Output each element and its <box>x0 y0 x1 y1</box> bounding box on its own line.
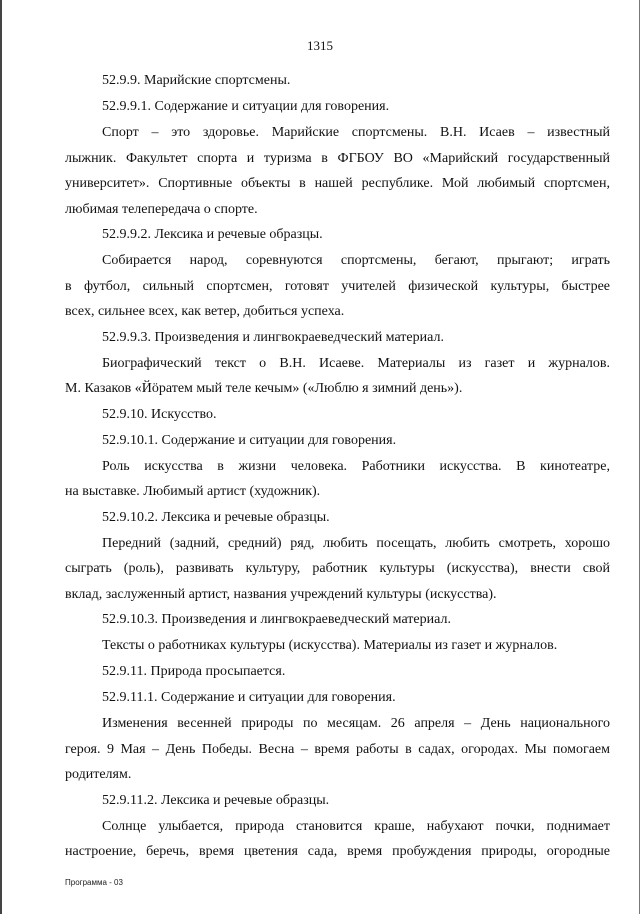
scan-edge-left <box>0 0 2 914</box>
paragraph-line: сыграть (роль), развивать культуру, работник культуры (искусства), внести свой <box>65 561 610 576</box>
paragraph-line: любимая телепередача о спорте. <box>65 201 258 217</box>
paragraph-line: Спорт – это здоровье. Марийские спортсмены. В.Н. Исаев – известный <box>102 125 610 140</box>
paragraph-line: всех, сильнее всех, как ветер, добиться успеха. <box>65 304 345 319</box>
body-paragraph <box>65 454 610 505</box>
section-heading: 52.9.9. Марийские спортсмены. <box>102 73 291 88</box>
paragraph-line: героя. 9 Мая – День Победы. Весна – время работы в садах, огородах. Мы помогаем <box>65 741 610 757</box>
paragraph-line: М. Казаков «Йӧратем мый теле кечым» («Люблю я зимний день»). <box>65 381 463 396</box>
body-paragraph <box>65 351 610 402</box>
paragraph-line: на выставке. Любимый артист (художник). <box>65 484 321 499</box>
paragraph-line: Роль искусства в жизни человека. Работники искусства. В кинотеатре, <box>102 458 610 474</box>
section-heading: 52.9.10.3. Произведения и лингвокраеведческий материал. <box>102 612 451 627</box>
paragraph-line: лыжник. Факультет спорта и туризма в ФГБОУ ВО «Марийский государственный <box>65 150 610 166</box>
paragraph-line: Передний (задний, средний) ряд, любить посещать, любить смотреть, хорошо <box>102 535 610 551</box>
body-paragraph <box>65 814 610 865</box>
section-heading: 52.9.9.3. Произведения и лингвокраеведческий материал. <box>102 329 444 345</box>
paragraph-line: Биографический текст о В.Н. Исаеве. Материалы из газет и журналов. <box>102 355 610 371</box>
body-paragraph <box>65 531 610 608</box>
paragraph-line: в футбол, сильный спортсмен, готовят учителей физической культуры, быстрее <box>65 278 610 294</box>
section-heading: 52.9.11. Природа просыпается. <box>102 664 286 679</box>
paragraph-line: родителям. <box>65 767 132 782</box>
section-heading: 52.9.10.2. Лексика и речевые образцы. <box>102 509 330 525</box>
section-heading: Тексты о работниках культуры (искусства). Материалы из газет и журналов. <box>102 638 558 653</box>
section-heading: 52.9.11.1. Содержание и ситуации для говорения. <box>102 690 396 705</box>
paragraph-line: университет». Спортивные объекты в нашей республике. Мой любимый спортсмен, <box>65 176 610 191</box>
section-heading: 52.9.11.2. Лексика и речевые образцы. <box>102 792 330 808</box>
paragraph-line: настроение, беречь, время цветения сада, время пробуждения природы, огородные <box>65 844 610 859</box>
body-paragraph <box>65 248 610 325</box>
paragraph-line: Собирается народ, соревнуются спортсмены, бегают, прыгают; играть <box>102 253 610 268</box>
section-heading: 52.9.10. Искусство. <box>102 406 217 422</box>
page-footer: Программа - 03 <box>65 878 123 887</box>
section-heading: 52.9.10.1. Содержание и ситуации для говорения. <box>102 432 397 448</box>
paragraph-line: вклад, заслуженный артист, названия учреждений культуры (искусства). <box>65 586 497 602</box>
section-heading: 52.9.9.1. Содержание и ситуации для говорения. <box>102 99 390 114</box>
document-body <box>65 68 610 865</box>
paragraph-line: Солнце улыбается, природа становится краше, набухают почки, поднимает <box>102 818 610 834</box>
section-heading: 52.9.9.2. Лексика и речевые образцы. <box>102 227 323 242</box>
body-paragraph <box>65 711 610 788</box>
paragraph-line: Изменения весенней природы по месяцам. 26 апреля – День национального <box>102 716 610 731</box>
body-paragraph <box>65 120 610 222</box>
page-number: 1315 <box>307 38 333 53</box>
